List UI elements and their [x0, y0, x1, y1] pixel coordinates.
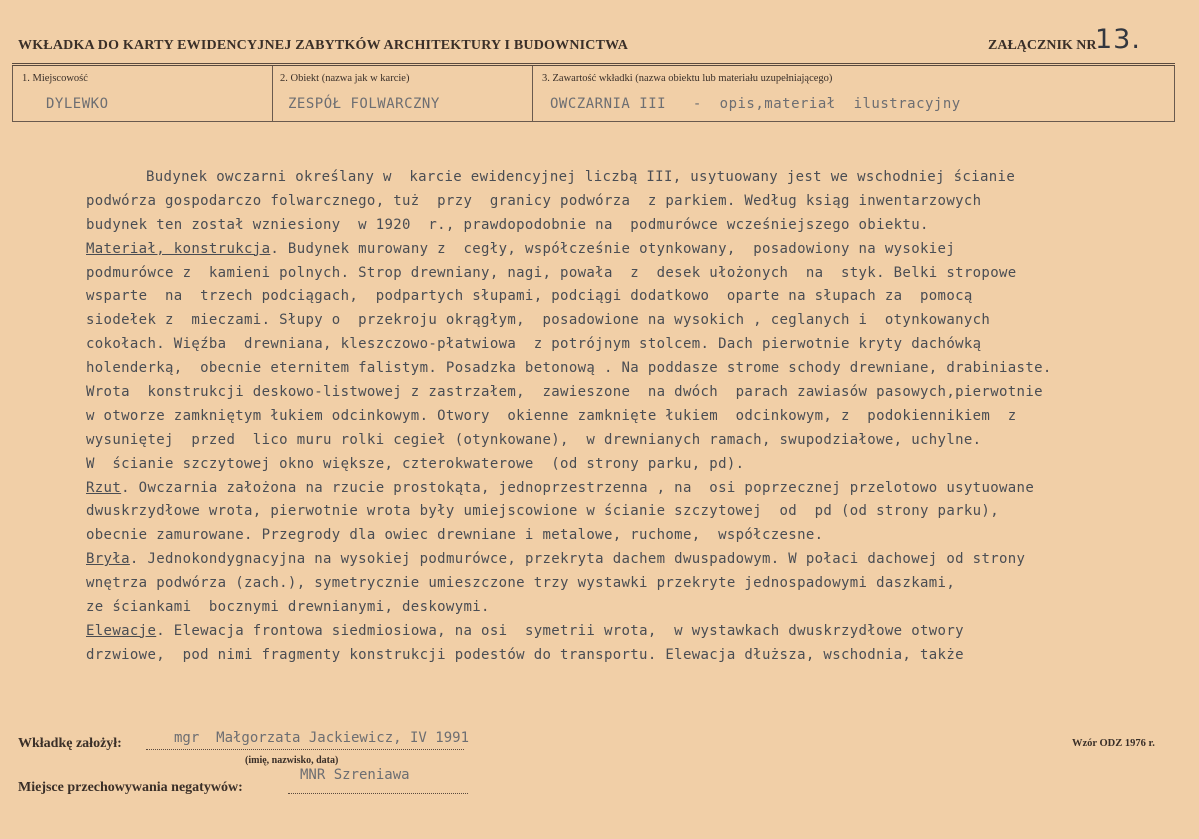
body-line-text: . Jednokondygnacyjna na wysokiej podmurówce, przekryta dachem dwuspadowym. W połaci dachowej od strony	[129, 551, 1026, 568]
section-heading: Materiał, konstrukcja	[86, 240, 271, 257]
content-value: OWCZARNIA III - opis,materiał ilustracyjny	[550, 96, 961, 112]
insert-author-dotline	[146, 749, 464, 750]
body-line-text: podwórza gospodarczo folwarcznego, tuż przy granicy podwórza z parkiem. Według ksiąg inwentarzowych	[86, 192, 982, 209]
body-line-text: ze ściankami bocznymi drewnianymi, deskowymi.	[86, 599, 490, 616]
body-line-text: drzwiowe, pod nimi fragmenty konstrukcji podestów do transportu. Elewacja dłuższa, wschodnia, także	[86, 646, 964, 663]
body-line	[86, 500, 1166, 524]
annex-label: ZAŁĄCZNIK NR	[988, 38, 1097, 53]
section-heading: Bryła	[86, 551, 130, 568]
body-line-text: W ścianie szczytowej okno większe, czterokwaterowe (od strony parku, pd).	[86, 455, 745, 472]
body-line	[86, 357, 1166, 381]
body-line-text: Budynek owczarni określany w karcie ewidencyjnej liczbą III, usytuowany jest we wschodniej ścianie	[146, 169, 1016, 185]
body-line-text: dwuskrzydłowe wrota, pierwotnie wrota były umiejscowione w ścianie szczytowej od pd (od strony parku),	[86, 503, 999, 520]
body-line	[86, 477, 1166, 501]
body-line-text: wysuniętej przed lico muru rolki cegieł (otynkowane), w drewnianych ramach, swupodziałowe, uchylne.	[86, 431, 982, 448]
object-value: ZESPÓŁ FOLWARCZNY	[288, 96, 440, 112]
body-line	[86, 453, 1166, 477]
body-line	[86, 309, 1166, 333]
fields-bottom-rule	[12, 121, 1175, 122]
form-title: WKŁADKA DO KARTY EWIDENCYJNEJ ZABYTKÓW ARCHITEKTURY I BUDOWNICTWA	[18, 38, 629, 53]
body-line-text: . Budynek murowany z cegły, współcześnie otynkowany, posadowiony na wysokiej	[270, 240, 956, 257]
negatives-storage-label: Miejsce przechowywania negatywów:	[18, 780, 243, 795]
body-line	[86, 166, 1166, 190]
body-line-text: holenderką, obecnie eternitem falistym. Posadzka betonową . Na poddasze strome schody drewniane, drabiniaste.	[86, 360, 1052, 377]
body-line	[86, 262, 1166, 286]
body-line-text: siodełek z mieczami. Słupy o przekroju okrągłym, posadowione na wysokich , ceglanych i otynkowanych	[86, 312, 991, 329]
insert-author-value: mgr Małgorzata Jackiewicz, IV 1991	[174, 730, 470, 746]
locality-label: 1. Miejscowość	[22, 73, 88, 84]
body-line	[86, 238, 1166, 262]
form-code: Wzór ODZ 1976 r.	[1072, 738, 1155, 749]
body-line	[86, 572, 1166, 596]
body-line	[86, 214, 1166, 238]
header-rule	[12, 63, 1175, 66]
body-line-text: wnętrza podwórza (zach.), symetrycznie umieszczone trzy wystawki przekryte jednospadowymi daszkami,	[86, 575, 956, 592]
body-line	[86, 596, 1166, 620]
negatives-storage-dotline	[288, 793, 468, 794]
grid-divider	[532, 66, 533, 121]
body-line-text: podmurówce z kamieni polnych. Strop drewniany, nagi, powała z desek ułożonych na styk. Belki stropowe	[86, 264, 1017, 281]
grid-divider	[1174, 66, 1175, 121]
body-line-text: . Owczarnia założona na rzucie prostokąta, jednoprzestrzenna , na osi poprzecznej przelotowo usytuowane	[121, 479, 1035, 496]
body-line-text: w otworze zamkniętym łukiem odcinkowym. Otwory okienne zamknięte łukiem odcinkowym, z podokiennikiem z	[86, 407, 1017, 424]
body-line	[86, 285, 1166, 309]
section-heading: Rzut	[86, 479, 122, 496]
body-line-text: obecnie zamurowane. Przegrody dla owiec drewniane i metalowe, ruchome, współczesne.	[86, 527, 824, 544]
body-line	[86, 190, 1166, 214]
body-line-text: . Elewacja frontowa siedmiosiowa, na osi symetrii wrota, w wystawkach dwuskrzydłowe otwory	[156, 622, 964, 639]
locality-value: DYLEWKO	[46, 96, 109, 112]
body-line	[86, 333, 1166, 357]
body-line	[86, 620, 1166, 644]
body-line	[86, 405, 1166, 429]
section-heading: Elewacje	[86, 622, 157, 639]
body-line-text: cokołach. Więźba drewniana, kleszczowo-płatwiowa z potrójnym stolcem. Dach pierwotnie kryty dachówką	[86, 336, 982, 353]
object-label: 2. Obiekt (nazwa jak w karcie)	[280, 73, 410, 84]
description-body	[86, 166, 1166, 668]
grid-divider	[12, 66, 13, 121]
body-line-text: wsparte na trzech podciągach, podpartych słupami, podciągi dodatkowo oparte na słupach za pomocą	[86, 288, 973, 305]
negatives-storage-value: MNR Szreniawa	[300, 767, 410, 783]
body-line-text: Wrota konstrukcji deskowo-listwowej z zastrzałem, zawieszone na dwóch parach zawiasów pasowych,pierwotnie	[86, 384, 1043, 401]
content-label: 3. Zawartość wkładki (nazwa obiektu lub materiału uzupełniającego)	[542, 73, 833, 84]
body-line	[86, 381, 1166, 405]
insert-author-hint: (imię, nazwisko, data)	[245, 755, 339, 766]
body-line	[86, 524, 1166, 548]
insert-author-label: Wkładkę założył:	[18, 736, 122, 751]
body-line-text: budynek ten został wzniesiony w 1920 r., prawdopodobnie na podmurówce wcześniejszego obiektu.	[86, 216, 929, 233]
grid-divider	[272, 66, 273, 121]
body-line	[86, 429, 1166, 453]
body-line	[86, 548, 1166, 572]
body-line	[86, 644, 1166, 668]
annex-number: 13.	[1095, 24, 1141, 55]
